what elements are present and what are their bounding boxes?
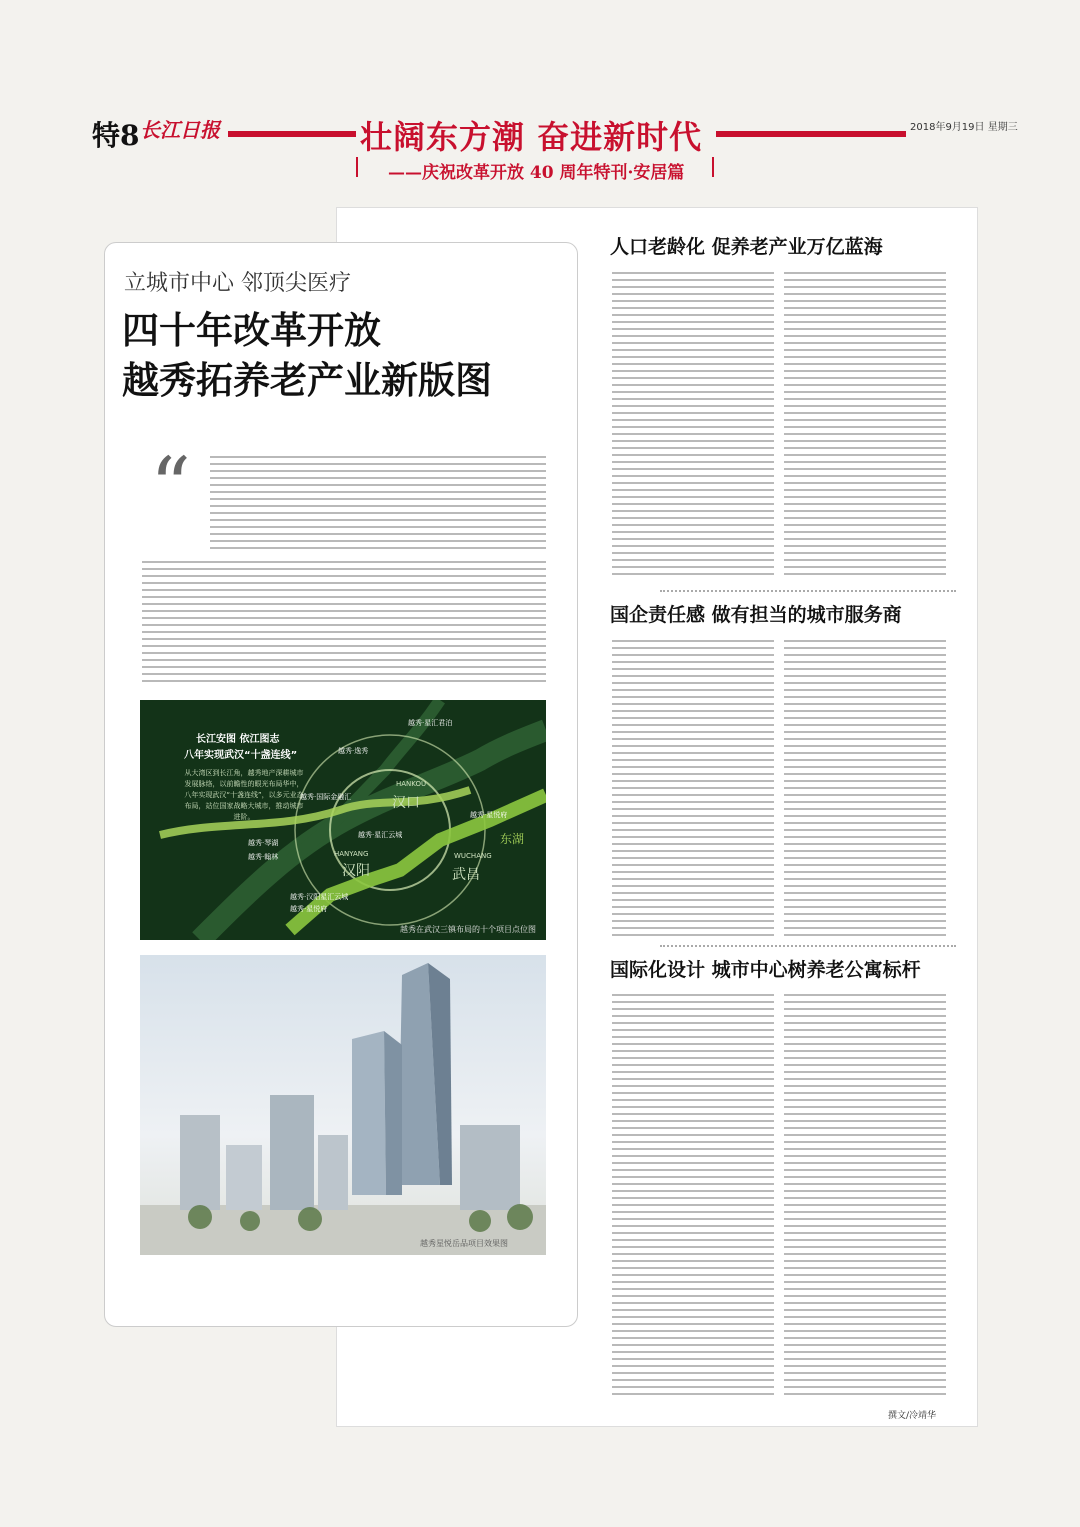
building-rendering-image bbox=[140, 955, 546, 1255]
page-title: 壮阔东方潮 奋进新时代 bbox=[360, 118, 703, 156]
map-body-text: 从大湾区到长江角，越秀地产深耕城市发展脉络，以前瞻性的眼光布局华中，八年实现武汉“十盏连线”，以多元业态布局，站位国家战略大城市，推动城市进阶。 bbox=[184, 769, 304, 821]
article-text-column bbox=[784, 990, 946, 1398]
section-number: 特8 bbox=[92, 119, 140, 152]
map-district-label: WUCHANG bbox=[454, 852, 492, 860]
map-district-label: 汉阳 bbox=[342, 863, 370, 879]
page-subtitle: ——庆祝改革开放 40 周年特刊·安居篇 bbox=[388, 163, 685, 183]
article-text-column bbox=[612, 636, 774, 936]
map-label: 越秀·星悦府 bbox=[290, 905, 328, 913]
newspaper-logo: 长江日报 bbox=[140, 118, 220, 142]
header-rule-left bbox=[228, 131, 356, 137]
section-title-soe: 国企责任感 做有担当的城市服务商 bbox=[610, 604, 902, 626]
section-divider bbox=[660, 945, 956, 947]
map-label: 越秀·国际金融汇 bbox=[300, 793, 352, 801]
subtitle-divider bbox=[356, 157, 358, 177]
map-district-label: HANKOU bbox=[396, 780, 427, 788]
map-label: 越秀·星悦府 bbox=[470, 811, 508, 819]
map-label: 越秀·逸秀 bbox=[338, 747, 369, 755]
map-heading-1: 长江安图 依江图志 bbox=[196, 734, 280, 745]
map-label: 越秀·翰林 bbox=[248, 853, 279, 861]
map-label: 越秀·星汇君泊 bbox=[408, 719, 453, 727]
map-district-label: 东湖 bbox=[500, 832, 525, 846]
map-district-label: 武昌 bbox=[452, 867, 480, 883]
map-label: 越秀·汉阳星汇云城 bbox=[290, 893, 349, 901]
map-label: 越秀·琴湖 bbox=[248, 839, 279, 847]
quote-mark: “ bbox=[150, 440, 191, 533]
building-caption: 越秀星悦岳品项目效果图 bbox=[420, 1239, 508, 1248]
article-kicker: 立城市中心 邻顶尖医疗 bbox=[124, 271, 351, 296]
map-district-label: 汉口 bbox=[392, 795, 420, 811]
article-text-column bbox=[612, 990, 774, 1398]
article-text-column bbox=[784, 268, 946, 578]
map-heading-2: 八年实现武汉“十盏连线” bbox=[184, 750, 298, 761]
intro-text-block bbox=[210, 452, 546, 550]
article-text-column bbox=[612, 268, 774, 578]
section-title-aging: 人口老龄化 促养老产业万亿蓝海 bbox=[610, 236, 883, 258]
map-district-label: HANYANG bbox=[334, 850, 369, 858]
issue-date: 2018年9月19日 星期三 bbox=[910, 122, 1018, 133]
building-graphic bbox=[140, 955, 546, 1255]
project-map-image bbox=[140, 700, 546, 940]
article-headline bbox=[122, 306, 562, 406]
section-title-design: 国际化设计 城市中心树养老公寓标杆 bbox=[610, 959, 921, 981]
headline-line-2: 越秀拓养老产业新版图 bbox=[122, 359, 492, 402]
map-label: 越秀·星汇云城 bbox=[358, 831, 403, 839]
section-divider bbox=[660, 590, 956, 592]
map-caption: 越秀在武汉三镇布局的十个项目点位图 bbox=[400, 925, 536, 934]
body-text-block bbox=[142, 557, 546, 683]
headline-line-1: 四十年改革开放 bbox=[122, 309, 381, 352]
author-byline: 撰文/冷靖华 bbox=[888, 1411, 937, 1421]
subtitle-divider bbox=[712, 157, 714, 177]
article-text-column bbox=[784, 636, 946, 936]
header-rule-right bbox=[716, 131, 906, 137]
